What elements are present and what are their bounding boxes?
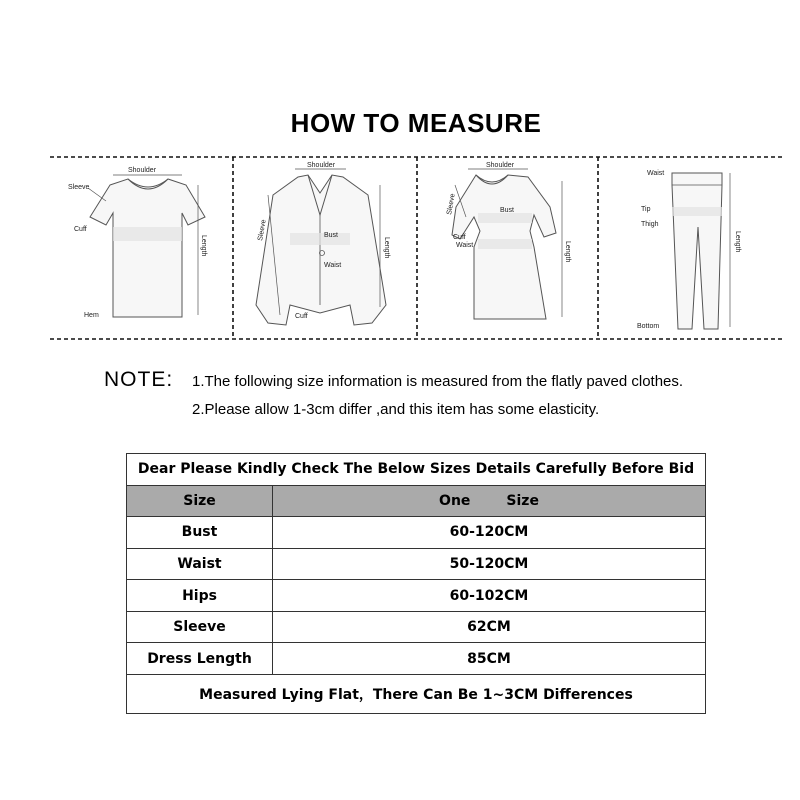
row-label-sleeve: Sleeve [127, 611, 273, 643]
tshirt-sleeve-label: Sleeve [68, 184, 90, 191]
blazer-sleeve-label: Sleeve [257, 219, 268, 242]
table-row [127, 611, 706, 643]
size-header-left: Size [127, 485, 273, 517]
blazer-length-label: Length [383, 237, 390, 259]
dress-length-label: Length [564, 241, 571, 263]
pants-waist-label: Waist [647, 170, 665, 177]
table-row [127, 580, 706, 612]
table-row [127, 517, 706, 549]
dress-sleeve-label: Sleeve [446, 193, 457, 216]
size-table-footer: Measured Lying Flat，There Can Be 1~3CM Differences [127, 674, 706, 713]
dress-waist-label: Waist [456, 242, 474, 249]
pants-diagram [637, 170, 741, 330]
dress-bust-label: Bust [500, 207, 515, 214]
garment-diagram-svg [50, 155, 784, 340]
measurement-diagrams [50, 155, 784, 340]
size-table-caption: Dear Please Kindly Check The Below Sizes Details Carefully Before Bid [127, 454, 706, 486]
row-value-dress-length: 85CM [273, 643, 706, 675]
dress-cuff-label: Cuff [453, 234, 466, 241]
blazer-diagram [256, 162, 390, 325]
size-table-header-row [127, 485, 706, 517]
row-label-waist: Waist [127, 548, 273, 580]
pants-tip-label: Tip [641, 206, 651, 213]
blazer-waist-label: Waist [324, 262, 342, 269]
blazer-cuff-label: Cuff [295, 313, 308, 320]
pants-length-label: Length [734, 231, 741, 253]
note-line-2: 2.Please allow 1-3cm differ ,and this item has some elasticity. [192, 401, 600, 418]
size-table [126, 453, 706, 714]
blazer-bust-label: Bust [324, 232, 339, 239]
table-row [127, 643, 706, 675]
tshirt-cuff-label: Cuff [74, 226, 87, 233]
tshirt-diagram [68, 167, 207, 319]
size-table-footer-row [127, 674, 706, 713]
tshirt-shoulder-label: Shoulder [128, 167, 157, 174]
page-title: HOW TO MEASURE [290, 108, 542, 138]
note-heading: NOTE: [104, 368, 174, 391]
row-value-waist: 50-120CM [273, 548, 706, 580]
note-line-1: 1.The following size information is measured from the flatly paved clothes. [192, 373, 684, 390]
row-value-sleeve: 62CM [273, 611, 706, 643]
row-value-hips: 60-102CM [273, 580, 706, 612]
pants-thigh-label: Thigh [641, 221, 659, 228]
tshirt-length-label: Length [200, 235, 207, 257]
size-header-size: Size [506, 492, 539, 509]
pants-bottom-label: Bottom [637, 323, 660, 330]
row-value-bust: 60-120CM [273, 517, 706, 549]
dress-diagram [446, 162, 571, 319]
tshirt-hem-label: Hem [84, 312, 99, 319]
size-table-caption-row [127, 454, 706, 486]
dress-shoulder-label: Shoulder [486, 162, 515, 169]
row-label-dress-length: Dress Length [127, 643, 273, 675]
size-header-one: One [439, 492, 471, 509]
row-label-bust: Bust [127, 517, 273, 549]
size-header-right [273, 485, 706, 517]
table-row [127, 548, 706, 580]
blazer-shoulder-label: Shoulder [307, 162, 336, 169]
row-label-hips: Hips [127, 580, 273, 612]
